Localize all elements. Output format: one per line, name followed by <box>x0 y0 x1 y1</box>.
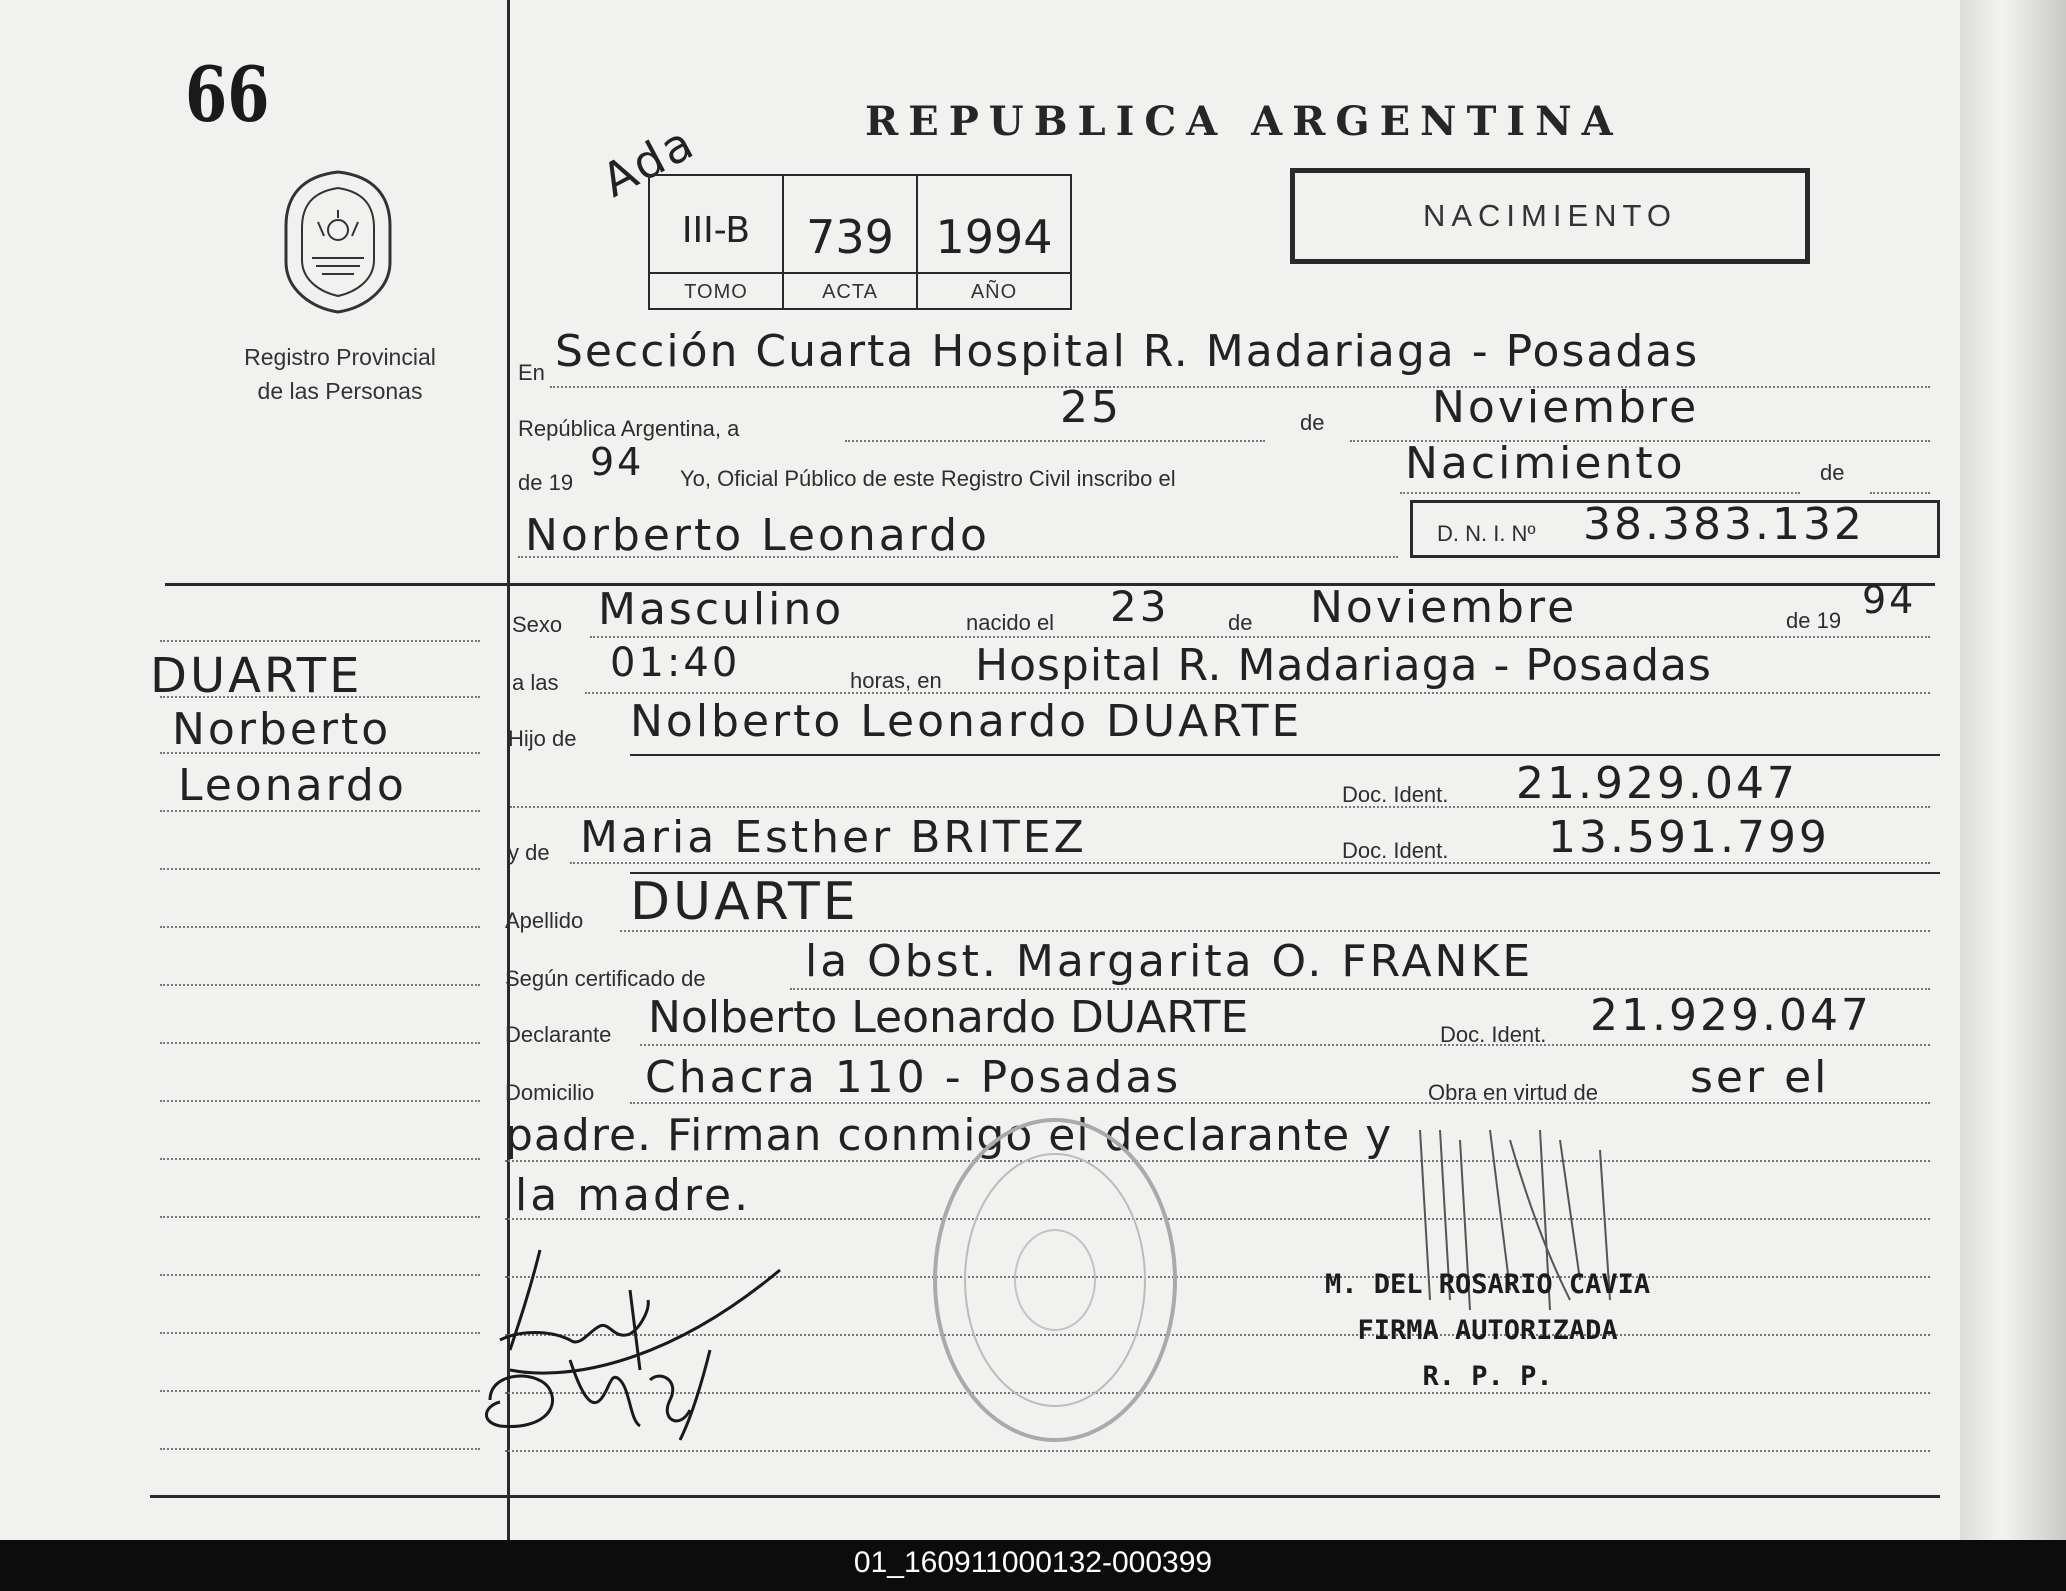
margin-dotted-line <box>160 640 480 642</box>
header-divider <box>165 583 1935 586</box>
anio-value: 94 <box>590 440 645 484</box>
provincia-misiones-seal-icon <box>272 166 404 316</box>
obs-line2: la madre. <box>515 1170 752 1221</box>
nac-mes-value: Noviembre <box>1310 582 1578 633</box>
stamp-office: R. P. P. <box>1422 1361 1553 1392</box>
acta-label: ACTA <box>822 281 878 303</box>
nac-de19-label: de 19 <box>1786 608 1842 633</box>
dotted-line <box>585 692 1930 694</box>
margin-dotted-line <box>160 1448 480 1450</box>
yde-label: y de <box>508 840 550 865</box>
doc-ident-label: Doc. Ident. <box>1440 1022 1547 1047</box>
book-spine <box>1960 0 2066 1540</box>
hijo-label: Hijo de <box>508 726 577 751</box>
domicilio-value: Chacra 110 - Posadas <box>645 1052 1182 1103</box>
mes-value: Noviembre <box>1432 382 1700 433</box>
lugar-value: Hospital R. Madariaga - Posadas <box>975 640 1712 691</box>
obra-label: Obra en virtud de <box>1428 1080 1598 1105</box>
record-type-box <box>1290 168 1810 264</box>
tomo-value: III-B <box>681 210 751 251</box>
obs-line1: padre. Firman conmigo el declarante y <box>505 1110 1393 1161</box>
padre-value: Nolberto Leonardo DUARTE <box>630 696 1303 747</box>
nac-dia-value: 23 <box>1110 582 1170 631</box>
de-label: de <box>1300 410 1325 435</box>
dni-label: D. N. I. Nº <box>1437 521 1536 546</box>
margin-dotted-line <box>160 1390 480 1392</box>
dotted-line <box>1870 492 1930 494</box>
declarante-value: Nolberto Leonardo DUARTE <box>648 992 1249 1043</box>
republica-label: República Argentina, a <box>518 416 740 441</box>
tomo-cell <box>650 176 784 310</box>
margin-dotted-line <box>160 810 480 812</box>
madre-value: Maria Esther BRITEZ <box>580 812 1087 863</box>
de-label-2: de <box>1820 460 1845 485</box>
nacido-label: nacido el <box>966 610 1055 635</box>
record-type: NACIMIENTO <box>1422 198 1678 233</box>
dni-value: 38.383.132 <box>1583 499 1865 550</box>
corner-note: Ada <box>593 114 705 208</box>
margin-dotted-line <box>160 1042 480 1044</box>
registry-line2: de las Personas <box>257 378 423 404</box>
segun-label: Según certificado de <box>505 966 706 991</box>
stamp-title: FIRMA AUTORIZADA <box>1357 1315 1618 1346</box>
margin-dotted-line <box>160 926 480 928</box>
dotted-line <box>505 1450 1930 1452</box>
declarante-doc-value: 21.929.047 <box>1590 990 1872 1041</box>
margin-dotted-line <box>160 984 480 986</box>
tomo-label: TOMO <box>684 281 748 303</box>
dni-box <box>1410 500 1940 558</box>
madre-doc-value: 13.591.799 <box>1548 812 1830 863</box>
registry-line1: Registro Provincial <box>244 344 436 370</box>
registry-round-stamp <box>925 1110 1185 1450</box>
margin-firstname: Norberto <box>172 704 392 755</box>
seccion-value: Sección Cuarta Hospital R. Madariaga - Posadas <box>555 326 1700 377</box>
en-label: En <box>518 360 545 385</box>
margin-surname: DUARTE <box>150 648 363 704</box>
dotted-line <box>550 386 1930 388</box>
horas-label: horas, en <box>850 668 942 693</box>
registry-name <box>200 340 480 408</box>
section-rule <box>630 754 1940 756</box>
sexo-value: Masculino <box>598 584 845 635</box>
ano-cell <box>918 176 1070 310</box>
folio-number: 66 <box>185 50 270 139</box>
margin-dotted-line <box>160 696 480 698</box>
nac-anio-value: 94 <box>1862 578 1917 622</box>
stamp-name: M. DEL ROSARIO CAVIA <box>1325 1269 1651 1300</box>
declarante-label: Declarante <box>505 1022 612 1047</box>
margin-dotted-line <box>160 1216 480 1218</box>
tomo-acta-ano-table <box>648 174 1072 310</box>
authorized-signature-stamp <box>1325 1262 1650 1400</box>
document-title: REPUBLICA ARGENTINA <box>865 98 1623 145</box>
certificado-value: la Obst. Margarita O. FRANKE <box>805 936 1534 987</box>
doc-ident-label: Doc. Ident. <box>1342 838 1449 863</box>
file-id: 01_160911000132-000399 <box>853 1546 1213 1579</box>
sexo-label: Sexo <box>512 612 563 637</box>
ano-label: AÑO <box>970 281 1018 303</box>
nac-de-label: de <box>1228 610 1253 635</box>
padre-doc-value: 21.929.047 <box>1516 758 1798 809</box>
dotted-line <box>1400 492 1800 494</box>
margin-dotted-line <box>160 1332 480 1334</box>
ano-value: 1994 <box>935 210 1053 264</box>
yo-label: Yo, Oficial Público de este Registro Civil inscribo el <box>680 466 1176 491</box>
margin-dotted-line <box>160 1158 480 1160</box>
nombre-value: Norberto Leonardo <box>525 510 990 561</box>
de19-label: de 19 <box>518 470 574 495</box>
doc-ident-label: Doc. Ident. <box>1342 782 1449 807</box>
acta-value: 739 <box>806 210 894 264</box>
margin-dotted-line <box>160 1274 480 1276</box>
acto-value: Nacimiento <box>1405 438 1686 489</box>
apellido-label: Apellido <box>505 908 584 933</box>
hora-value: 01:40 <box>610 640 741 686</box>
margin-dotted-line <box>160 868 480 870</box>
declarant-signature <box>480 1230 820 1450</box>
domicilio-label: Domicilio <box>505 1080 595 1105</box>
alas-label: a las <box>512 670 559 695</box>
acta-cell <box>784 176 918 310</box>
dia-value: 25 <box>1060 382 1122 433</box>
margin-secondname: Leonardo <box>178 760 407 811</box>
dotted-line <box>590 636 1930 638</box>
dotted-line <box>640 1044 1930 1046</box>
apellido-value: DUARTE <box>630 872 859 932</box>
footer-divider <box>150 1495 1940 1498</box>
margin-dotted-line <box>160 1100 480 1102</box>
margin-dotted-line <box>160 752 480 754</box>
dotted-line <box>845 440 1265 442</box>
obra-value: ser el <box>1690 1052 1830 1103</box>
